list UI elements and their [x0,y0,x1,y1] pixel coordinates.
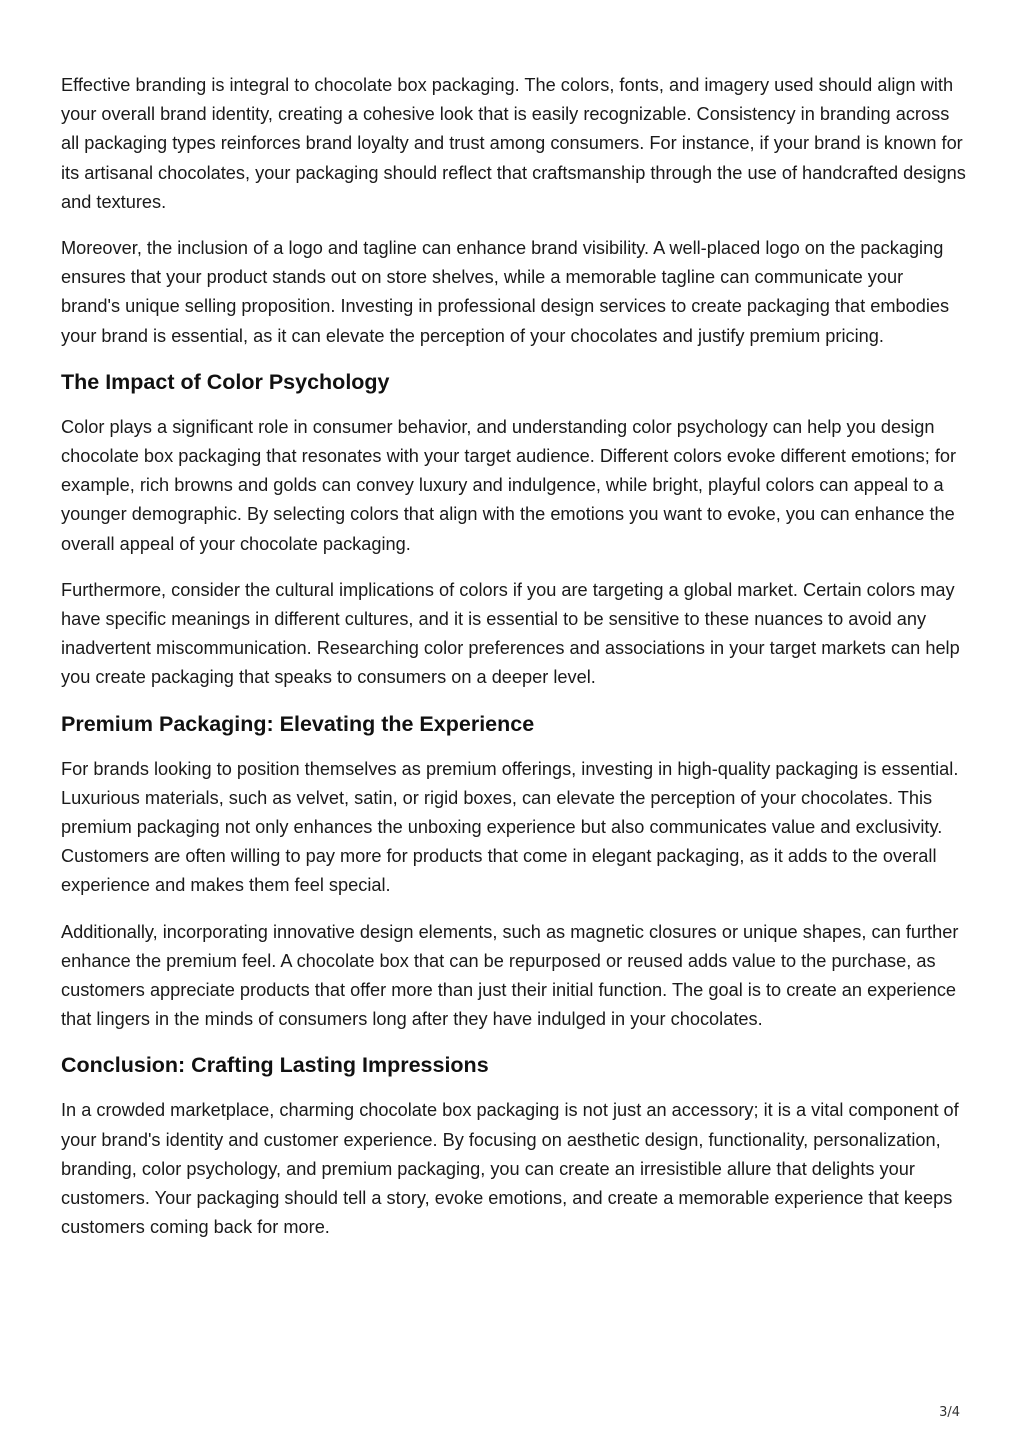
section-heading-conclusion: Conclusion: Crafting Lasting Impressions [61,1053,489,1078]
branding-paragraph-2: Moreover, the inclusion of a logo and tagline can enhance brand visibility. A well-placed logo on the packaging ensures that your product stands out on store shelves, while a memorable tagline can communicate your brand's unique selling proposition. Investing in professional design services to create packaging that embodies your brand is essential, as it can elevate the perception of your chocolates and justify premium pricing. [61,238,950,346]
page-number: 3/4 [939,1405,960,1420]
premium-packaging-paragraph-2: Additionally, incorporating innovative design elements, such as magnetic closures or unique shapes, can further enhance the premium feel. A chocolate box that can be repurposed or reused adds value to the purchase, as customers appreciate products that offer more than just their initial function. The goal is to create an experience that lingers in the minds of consumers long after they have indulged in your chocolates. [61,921,959,1030]
color-psychology-paragraph-1: Color plays a significant role in consumer behavior, and understanding color psychology can help you design chocolate box packaging that resonates with your target audience. Different colors evoke different emotions; for example, rich browns and golds can convey luxury and indulgence, while bright, playful colors can appeal to a younger demographic. By selecting colors that align with the emotions you want to evoke, you can enhance the overall appeal of your chocolate packaging. [61,416,957,554]
premium-packaging-paragraph-1: For brands looking to position themselves as premium offerings, investing in high-quality packaging is essential. Luxurious materials, such as velvet, satin, or rigid boxes, can elevate the perception of your chocolates. This premium packaging not only enhances the unboxing experience but also communicates value and exclusivity. Customers are often willing to pay more for products that come in elegant packaging, as it adds to the overall experience and makes them feel special. [61,758,959,896]
color-psychology-paragraph-2: Furthermore, consider the cultural implications of colors if you are targeting a global market. Certain colors may have specific meanings in different cultures, and it is essential to be sensitive to these nuances to avoid any inadvertent miscommunication. Researching color preferences and associations in your target markets can help you create packaging that speaks to consumers on a deeper level. [61,579,960,688]
conclusion-paragraph-1: In a crowded marketplace, charming chocolate box packaging is not just an accessory; it is a vital component of your brand's identity and customer experience. By focusing on aesthetic design, functionality, personalization, branding, color psychology, and premium packaging, you can create an irresistible allure that delights your customers. Your packaging should tell a story, evoke emotions, and create a memorable experience that keeps customers coming back for more. [61,1100,959,1238]
section-heading-color-psychology: The Impact of Color Psychology [61,369,390,394]
section-heading-premium-packaging: Premium Packaging: Elevating the Experience [61,711,535,736]
document-page [61,71,967,1260]
branding-paragraph-1: Effective branding is integral to chocolate box packaging. The colors, fonts, and imagery used should align with your overall brand identity, creating a cohesive look that is easily recognizable. Consistency in branding across all packaging types reinforces brand loyalty and trust among consumers. For instance, if your brand is known for its artisanal chocolates, your packaging should reflect that craftsmanship through the use of handcrafted designs and textures. [61,75,966,212]
